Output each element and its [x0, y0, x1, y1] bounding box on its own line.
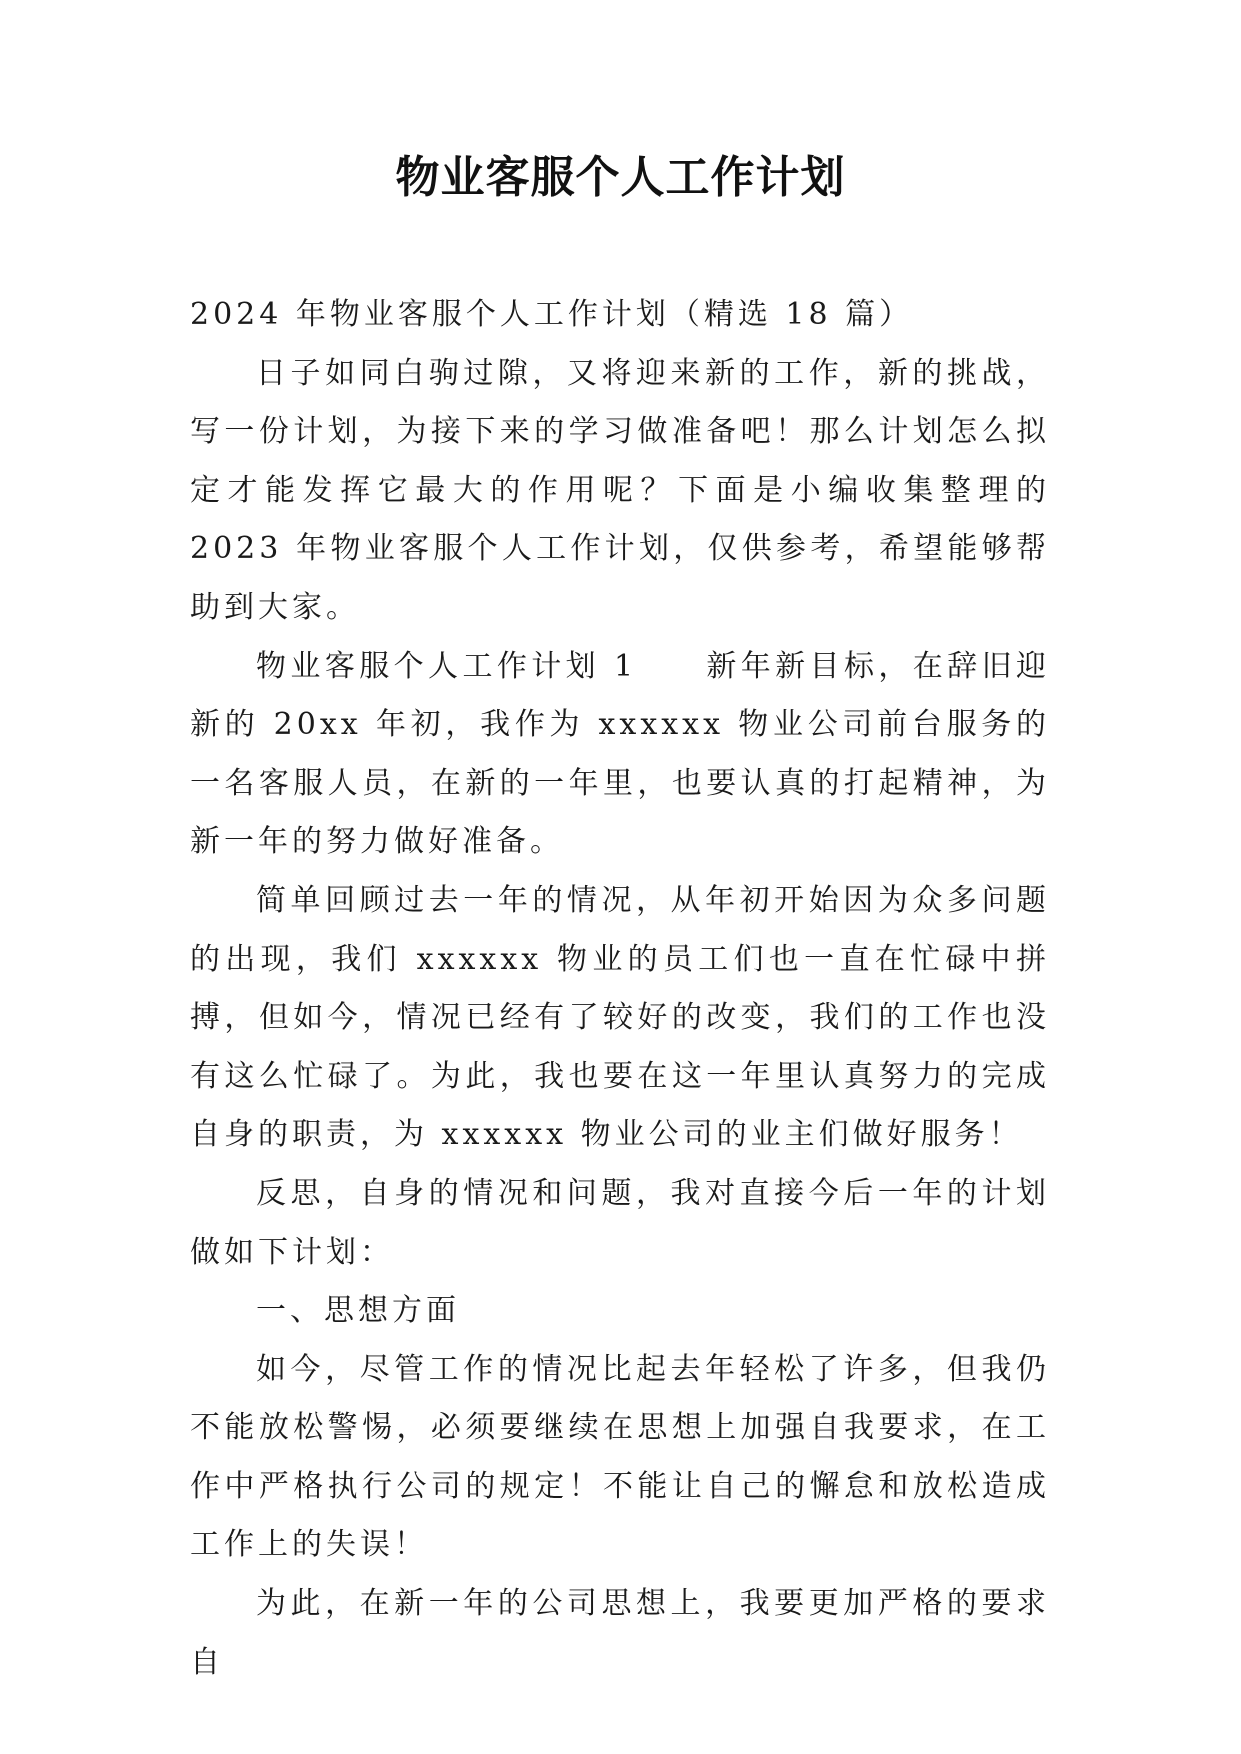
paragraph: 物业客服个人工作计划 1 新年新目标，在辞旧迎新的 20xx 年初，我作为 xxxxxx 物业公司前台服务的一名客服人员，在新的一年里，也要认真的打起精神，为新一年的努力做好准备。: [190, 648, 1050, 860]
document-title: 物业客服个人工作计划: [395, 152, 846, 203]
paragraph: 为此，在新一年的公司思想上，我要更加严格的要求自: [190, 1586, 1050, 1680]
document-subtitle: 2024 年物业客服个人工作计划（精选 18 篇）: [190, 297, 914, 332]
paragraph: 反思，自身的情况和问题，我对直接今后一年的计划做如下计划：: [190, 1175, 1050, 1270]
paragraph: 如今，尽管工作的情况比起去年轻松了许多，但我仍不能放松警惕，必须要继续在思想上加强自我要求，在工作中严格执行公司的规定！不能让自己的懈怠和放松造成工作上的失误！: [190, 1351, 1050, 1563]
paragraph: 日子如同白驹过隙，又将迎来新的工作，新的挑战，写一份计划，为接下来的学习做准备吧！那么计划怎么拟定才能发挥它最大的作用呢？下面是小编收集整理的 2023 年物业客服个人工作计划，仅供参考，希望能够帮助到大家。: [190, 355, 1050, 625]
paragraph: 简单回顾过去一年的情况，从年初开始因为众多问题的出现，我们 xxxxxx 物业的员工们也一直在忙碌中拼搏，但如今，情况已经有了较好的改变，我们的工作也没有这么忙碌了。为此，我也要在这一年里认真努力的完成自身的职责，为 xxxxxx 物业公司的业主们做好服务！: [190, 882, 1050, 1153]
document-body: [190, 286, 1050, 1692]
section-heading: 一、思想方面: [256, 1293, 460, 1329]
